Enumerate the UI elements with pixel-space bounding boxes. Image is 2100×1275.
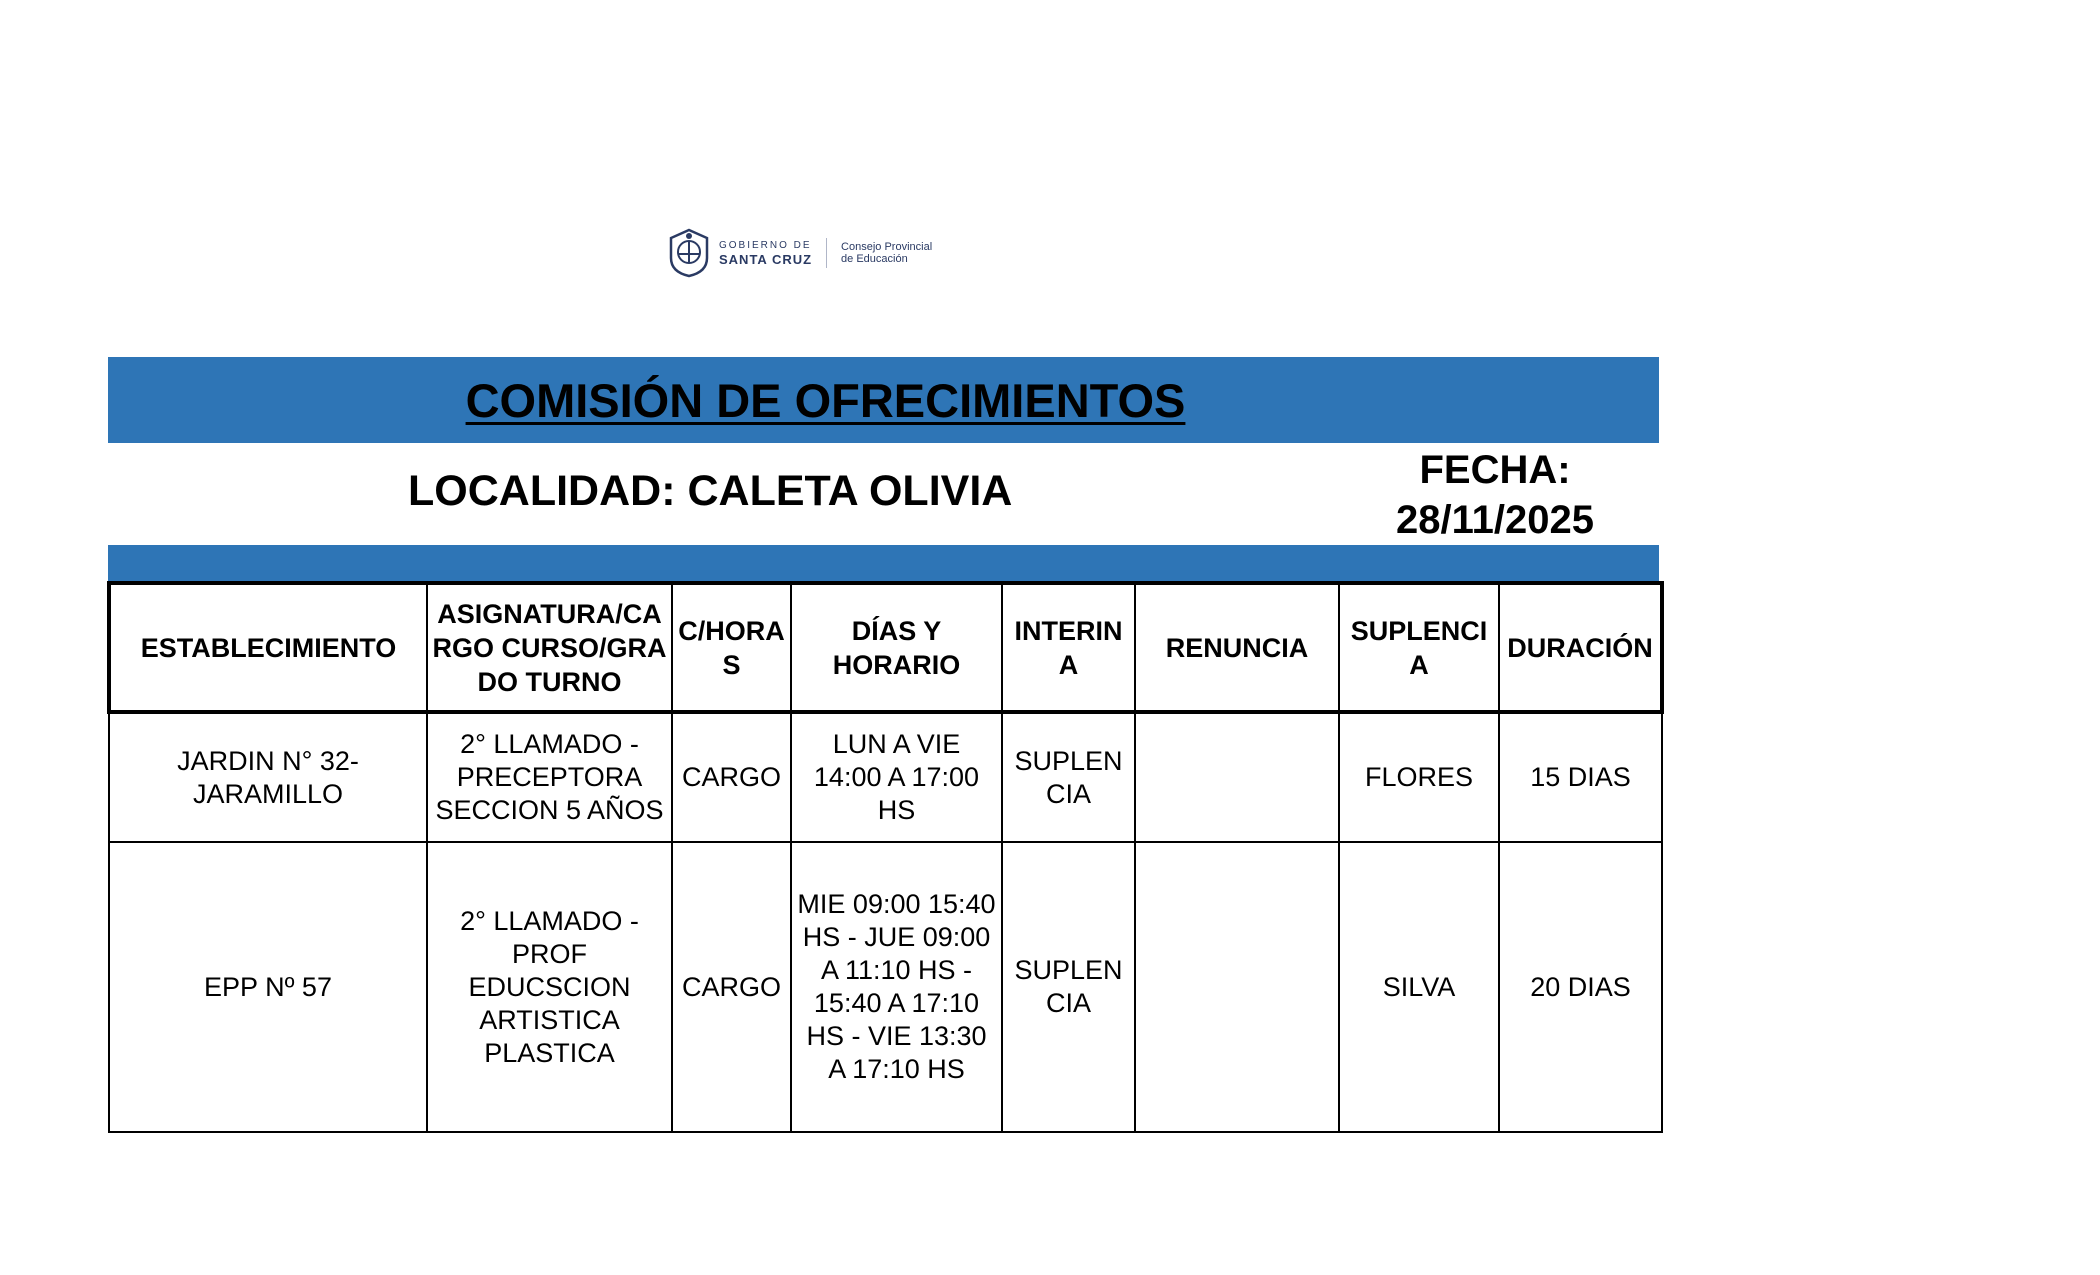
logo-council-text: Consejo Provincial de Educación bbox=[841, 241, 933, 265]
cell-interina: SUPLENCIA bbox=[1002, 712, 1135, 842]
offers-table bbox=[107, 581, 1664, 1133]
table-row bbox=[109, 842, 1662, 1132]
cell-renuncia bbox=[1135, 712, 1339, 842]
table-row bbox=[109, 712, 1662, 842]
cell-suplencia: FLORES bbox=[1339, 712, 1499, 842]
header-asignatura: ASIGNATURA/CARGO CURSO/GRADO TURNO bbox=[427, 583, 672, 712]
header-renuncia: RENUNCIA bbox=[1135, 583, 1339, 712]
header-interina: INTERINA bbox=[1002, 583, 1135, 712]
cell-interina: SUPLENCIA bbox=[1002, 842, 1135, 1132]
fecha-label: FECHA: bbox=[1419, 448, 1571, 492]
fecha-value: 28/11/2025 bbox=[1396, 498, 1594, 542]
page-title: COMISIÓN DE OFRECIMIENTOS bbox=[465, 373, 1186, 427]
cell-asignatura: 2° LLAMADO - PROF EDUCSCION ARTISTICA PLASTICA bbox=[427, 842, 672, 1132]
cell-renuncia bbox=[1135, 842, 1339, 1132]
header-dias-horario: DÍAS Y HORARIO bbox=[791, 583, 1002, 712]
logo-government-text: GOBIERNO DE SANTA CRUZ bbox=[719, 239, 813, 267]
cell-dias-horario: MIE 09:00 15:40 HS - JUE 09:00 A 11:10 HS - 15:40 A 17:10 HS - VIE 13:30 A 17:10 HS bbox=[791, 842, 1002, 1132]
cell-duracion: 20 DIAS bbox=[1499, 842, 1662, 1132]
header-establecimiento: ESTABLECIMIENTO bbox=[109, 583, 427, 712]
province-seal-icon bbox=[667, 228, 711, 278]
cell-suplencia: SILVA bbox=[1339, 842, 1499, 1132]
cell-c-horas: CARGO bbox=[672, 712, 791, 842]
cell-establecimiento: EPP Nº 57 bbox=[109, 842, 427, 1132]
cell-asignatura: 2° LLAMADO - PRECEPTORA SECCION 5 AÑOS bbox=[427, 712, 672, 842]
fecha-block bbox=[1370, 445, 1620, 545]
header-suplencia: SUPLENCIA bbox=[1339, 583, 1499, 712]
localidad-label: LOCALIDAD: CALETA OLIVIA bbox=[408, 467, 1013, 515]
government-logo bbox=[667, 226, 932, 280]
cell-c-horas: CARGO bbox=[672, 842, 791, 1132]
header-duracion: DURACIÓN bbox=[1499, 583, 1662, 712]
cell-duracion: 15 DIAS bbox=[1499, 712, 1662, 842]
cell-dias-horario: LUN A VIE 14:00 A 17:00 HS bbox=[791, 712, 1002, 842]
header-c-horas: C/HORAS bbox=[672, 583, 791, 712]
title-banner bbox=[108, 357, 1659, 443]
separator-bar bbox=[108, 545, 1659, 581]
cell-establecimiento: JARDIN N° 32- JARAMILLO bbox=[109, 712, 427, 842]
table-header-row bbox=[109, 583, 1662, 712]
logo-separator bbox=[826, 238, 827, 268]
